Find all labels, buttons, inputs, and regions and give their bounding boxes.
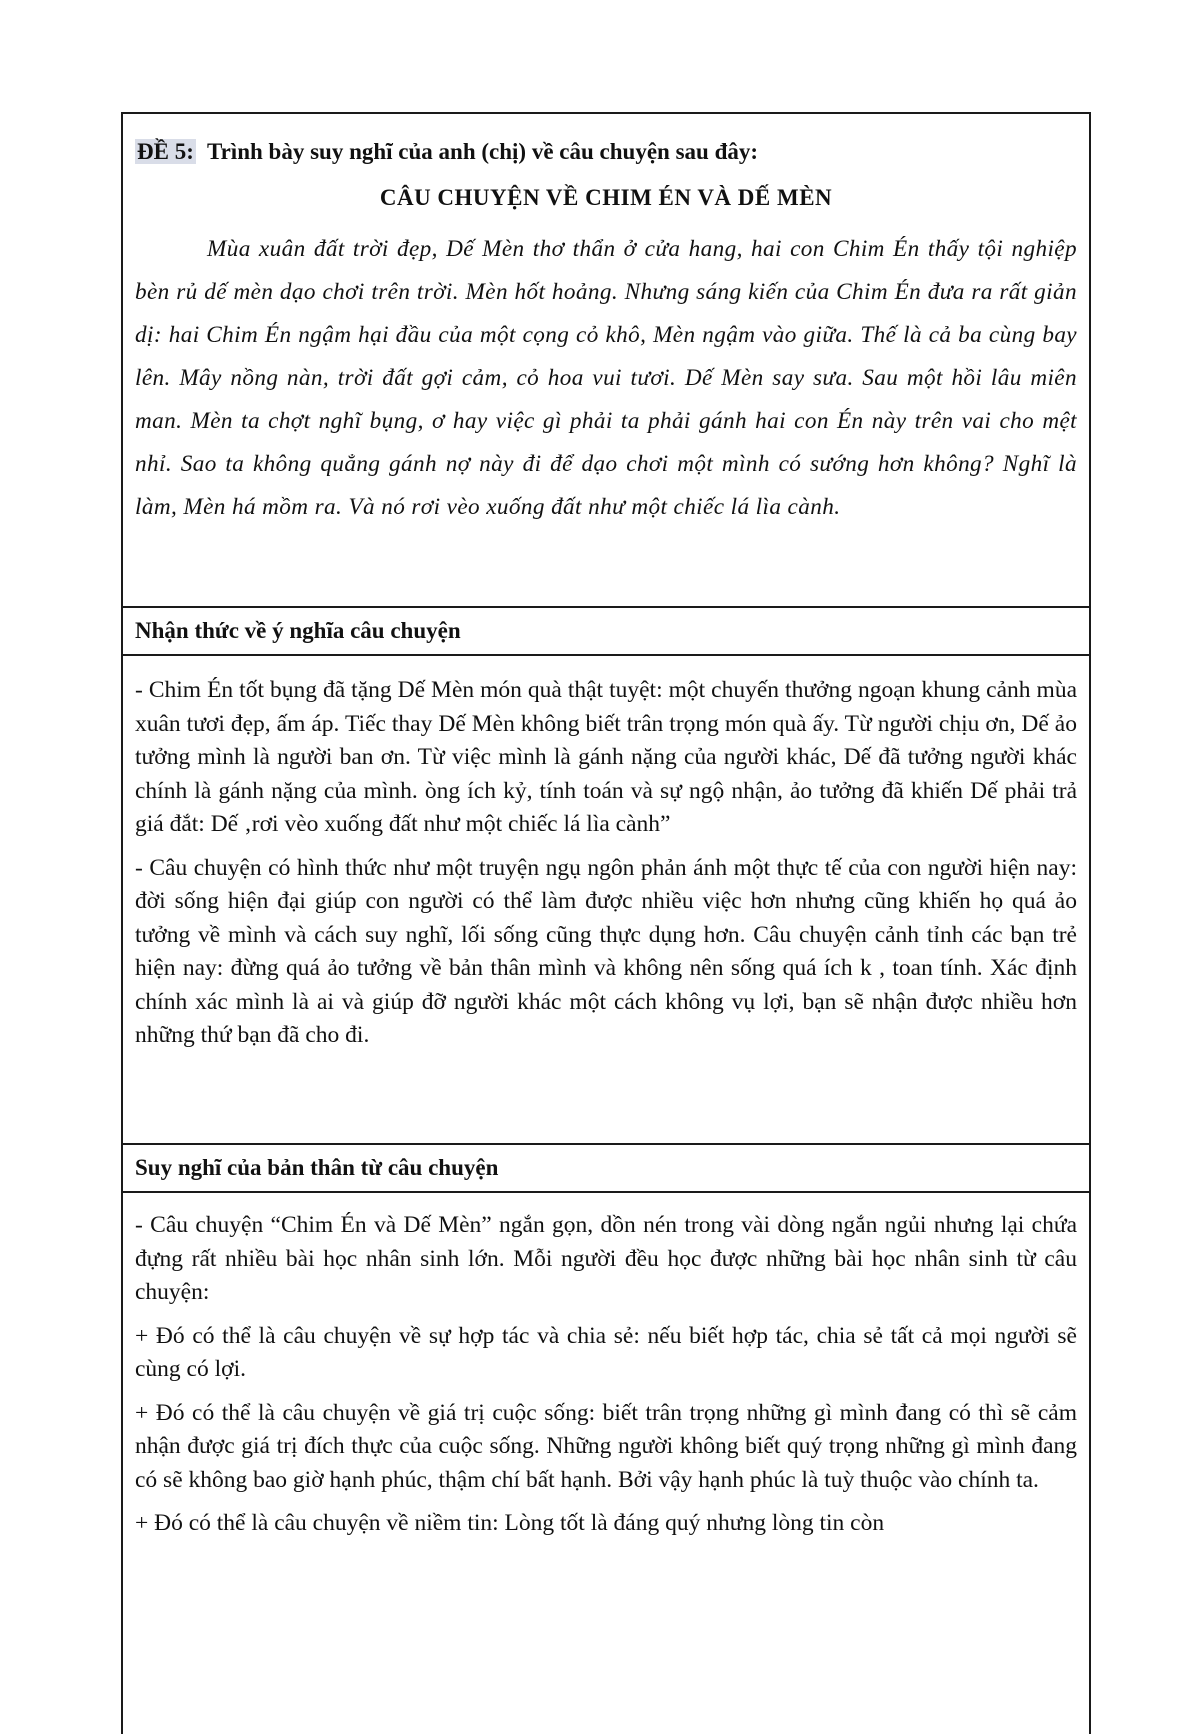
prompt-cell [123,114,1089,608]
exam-table [121,112,1091,1734]
section-heading-reflection: Suy nghĩ của bản thân từ câu chuyện [123,1145,1089,1193]
section-body-reflection [123,1193,1089,1734]
section-heading-meaning: Nhận thức về ý nghĩa câu chuyện [123,608,1089,656]
paragraph: + Đó có thể là câu chuyện về niềm tin: Lòng tốt là đáng quý nhưng lòng tin còn [135,1510,885,1536]
paragraph: - Chim Én tốt bụng đã tặng Dế Mèn món quà thật tuyệt: một chuyến thưởng ngoạn khung cảnh mùa xuân tươi đẹp, ấm áp. Tiếc thay Dế Mèn không biết trân trọng món quà ấy. Từ người chịu ơn, Dế ảo tưởng mình là người ban ơn. Từ việc mình là gánh nặng của người khác, Dế đã tưởng người khác chính là gánh nặng của mình. òng ích kỷ, tính toán và sự ngộ nhận, ảo tưởng đã khiến Dế phải trả giá đắt: Dế ‚rơi vèo xuống đất như một chiếc lá lìa cành” [135,677,1077,837]
exam-prompt: Trình bày suy nghĩ của anh (chị) về câu chuyện sau đây: [206,139,759,164]
exam-label: ĐỀ 5: [137,139,194,164]
section-body-meaning [123,656,1089,1145]
exam-question [135,136,1077,168]
paragraph: - Câu chuyện “Chim Én và Dế Mèn” ngắn gọn, dồn nén trong vài dòng ngắn ngủi nhưng lại chứa đựng rất nhiều bài học nhân sinh lớn. Mỗi người đều học được những bài học nhân sinh từ câu chuyện: [135,1212,1077,1305]
paragraph: + Đó có thể là câu chuyện về sự hợp tác và chia sẻ: nếu biết hợp tác, chia sẻ tất cả mọi người sẽ cùng có lợi. [135,1322,1077,1382]
paragraph: - Câu chuyện có hình thức như một truyện ngụ ngôn phản ánh một thực tế của con người hiện nay: đời sống hiện đại giúp con người có thể làm được nhiều việc hơn nhưng cũng khiến họ quá ảo tưởng về mình và cách suy nghĩ, lối sống cũng thực dụng hơn. Câu chuyện cảnh tỉnh các bạn trẻ hiện nay: đừng quá ảo tưởng về bản thân mình và không nên sống quá ích k , toan tính. Xác định chính xác mình là ai và giúp đỡ người khác một cách không vụ lợi, bạn sẽ nhận được nhiều hơn những thứ bạn đã cho đi. [135,854,1077,1048]
paragraph: + Đó có thể là câu chuyện về giá trị cuộc sống: biết trân trọng những gì mình đang có thì sẽ cảm nhận được giá trị đích thực của cuộc sống. Những người không biết quý trọng những gì mình đang có sẽ không bao giờ hạnh phúc, thậm chí bất hạnh. Bởi vậy hạnh phúc là tuỳ thuộc vào chính ta. [135,1399,1077,1493]
story-text: Mùa xuân đất trời đẹp, Dế Mèn thơ thẩn ở cửa hang, hai con Chim Én thấy tội nghiệp bèn rủ dế mèn dạo chơi trên trời. Mèn hốt hoảng. Nhưng sáng kiến của Chim Én đưa ra rất giản dị: hai Chim Én ngậm hại đầu của một cọng cỏ khô, Mèn ngậm vào giữa. Thế là cả ba cùng bay lên. Mây nồng nàn, trời đất gợi cảm, cỏ hoa vui tươi. Dế Mèn say sưa. Sau một hồi lâu miên man. Mèn ta chợt nghĩ bụng, ơ hay việc gì phải ta phải gánh hai con Én này trên vai cho mệt nhỉ. Sao ta không quẳng gánh nợ này đi để dạo chơi một mình có sướng hơn không? Nghĩ là làm, Mèn há mồm ra. Và nó rơi vèo xuống đất như một chiếc lá lìa cành. [135,236,1077,520]
story-title: CÂU CHUYỆN VỀ CHIM ÉN VÀ DẾ MÈN [379,185,833,210]
